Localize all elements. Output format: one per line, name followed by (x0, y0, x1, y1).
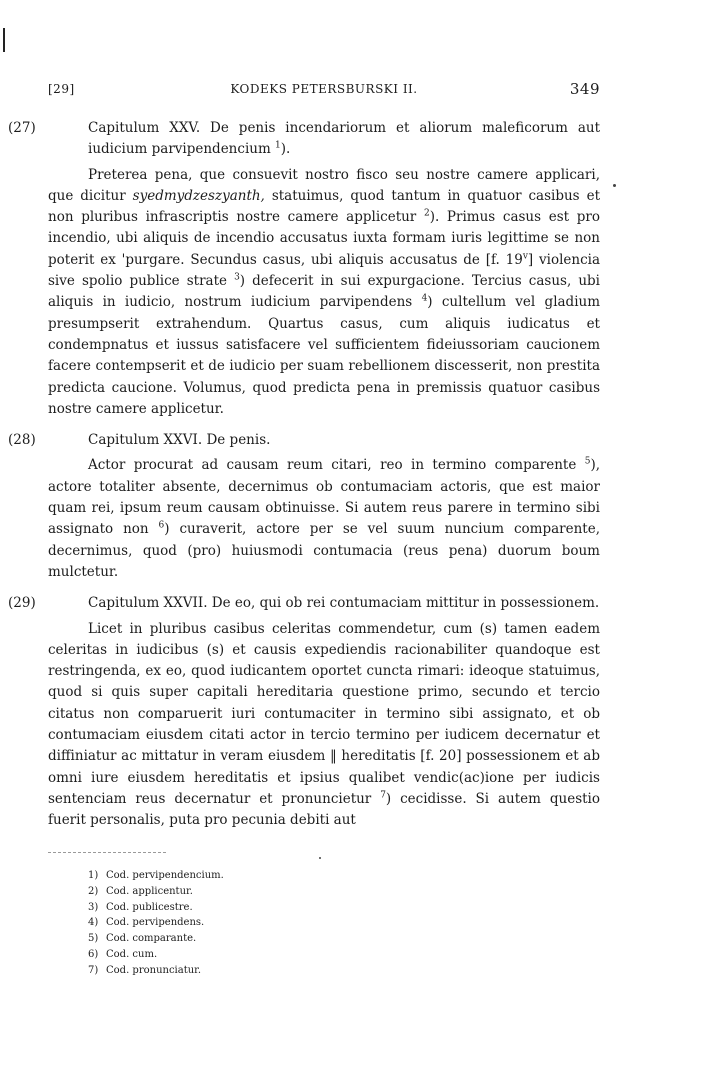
footnote-marker: 2 (423, 208, 430, 219)
chapter-number: (29) (8, 595, 36, 612)
footnote-marker: 7 (380, 790, 386, 801)
chapter-heading (8, 593, 600, 614)
scan-speck (319, 857, 321, 859)
footnote-text: Cod. cum. (106, 948, 158, 960)
footnote-marker: 6 (158, 520, 165, 531)
chapter-title: Capitulum XXV. De penis incendariorum et aliorum maleficorum aut iudicium parvipendencium (88, 120, 600, 158)
footnote-marker: 1 (275, 140, 281, 151)
footnote-number: 6) (88, 948, 99, 960)
footnote (88, 931, 388, 947)
text-run: Preterea pena, que consuevit nostro fisco seu nostre camere applicari, que dicitur (48, 166, 600, 204)
italic-term: syedmydzeszyanth, (132, 187, 265, 204)
paragraph (48, 455, 600, 583)
footnote-number: 4) (88, 917, 99, 929)
scan-speck (613, 184, 616, 187)
page-number: 349 (569, 80, 600, 98)
text-run: ). Primus casus est pro incendio, ubi aliquis de incendio accusatus iuxta formam iuris legittime se non poterit ex 'purgare. Secundus casus, ubi aliquis accusatus de [f. 19 (48, 209, 600, 268)
text-run: Licet in pluribus casibus celeritas commendetur, cum (s) tamen eadem celeritas in iudicibus (s) et causis expediendis racionabiliter quandoque est restringenda, ex eo, quod iudicantem oportet cuncta rimari: ideoque statuimus, quod si quis super capitali hereditaria questione primo, secundo et tercio citatus non comparuerit iuri contumaciter in termino sibi assignato, et ob contumaciam eiusdem citati actor in tercio termino per iudicem decernatur et diffiniatur ac mittatur in veram eiusdem ‖ hereditatis [f. 20] possessionem et ab omni iure eiusdem hereditatis et ipsius qualibet vendic(ac)ione per iudicis sentenciam reus decernatur et pronuncietur (48, 620, 600, 807)
footnote-marker: 3 (234, 272, 240, 283)
footnote (88, 884, 388, 900)
footnotes-list (88, 868, 388, 979)
text-run: ) curaverit, actore per se vel suum nuncium comparente, decernimus, quod (pro) huiusmodi contumacia (reus pena) duorum boum mulctetur. (48, 521, 600, 580)
footnote-text: Cod. pervipendencium. (106, 870, 224, 881)
footnote-text: Cod. publicestre. (106, 901, 193, 913)
running-title: KODEKS PETERSBURSKI II. (230, 82, 418, 96)
footnote-text: Cod. comparante. (106, 933, 197, 945)
text-run: statuimus, quod tantum in quatuor casibus et non pluribus infrascriptis nostre camere applicetur (48, 187, 600, 226)
footnote-text: Cod. pervipendens. (106, 917, 205, 929)
footnote-text: Cod. applicentur. (106, 885, 193, 897)
text-run: ] violencia sive spolio publice strate (48, 251, 601, 290)
footnote-number: 5) (88, 933, 99, 945)
footnote (88, 900, 388, 916)
chapter-number: (27) (8, 120, 36, 136)
footnote-number: 2) (88, 885, 99, 897)
folio-reference: [29] (48, 82, 75, 96)
paragraph (48, 165, 600, 421)
chapter-heading (8, 430, 600, 451)
footnote (88, 947, 388, 963)
footnote-marker: 4 (421, 293, 428, 304)
footnote-number: 1) (88, 870, 99, 881)
text-run: ) cultellum vel gladium presumpserit extrahendum. Quartus casus, cum aliquis iudicatus et condempnatus et iussus satisfacere vel sufficientem fideiussoriam caucionem facere contempserit et de iudicio per suam rebellionem discesserit, non prestita predicta caucione. Volumus, quod predicta pena in premissis quatuor casibus nostre camere applicetur. (48, 294, 601, 417)
chapter-title: Capitulum XXVI. De penis. (88, 432, 271, 449)
footnote-marker: 5 (584, 456, 591, 467)
footnote (88, 963, 388, 979)
footnote (88, 915, 388, 931)
chapter-heading (8, 118, 600, 161)
scan-edge-mark (3, 28, 5, 52)
footnote-number: 3) (88, 901, 99, 913)
footnote-number: 7) (88, 964, 99, 976)
text-run: ) defecerit in sui expurgacione. Tercius casus, ubi aliquis in iudicio, nostrum iudicium parvipendens (48, 273, 600, 311)
footnote-marker: v (522, 251, 528, 262)
footnote (88, 868, 388, 884)
footnote-separator (48, 852, 166, 853)
running-head (48, 80, 600, 102)
chapter-number: (28) (8, 432, 36, 449)
main-text (8, 118, 601, 832)
text-run: ), actore totaliter absente, decernimus ob contumaciam actoris, que est maior quam rei, ipsum reum causam obtinuisse. Si autem reus parere in termino sibi assignato non (48, 457, 600, 538)
chapter-title: Capitulum XXVII. De eo, qui ob rei contumaciam mittitur in possessionem. (88, 595, 600, 612)
text-run: Actor procurat ad causam reum citari, reo in termino comparente (88, 457, 585, 474)
text-run: ) cecidisse. Si autem questio fuerit personalis, puta pro pecunia debiti aut (48, 790, 600, 829)
footnote-text: Cod. pronunciatur. (106, 964, 202, 976)
chapter-title-end: ). (280, 141, 291, 158)
paragraph (48, 619, 600, 832)
